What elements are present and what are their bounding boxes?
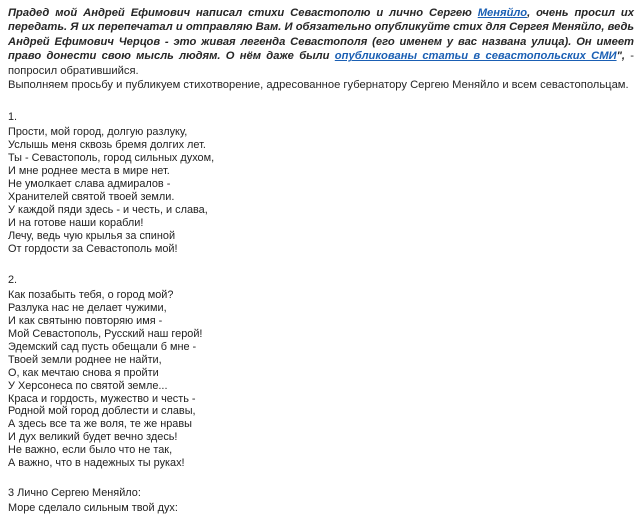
poem-line: У каждой пяди здесь - и честь, и слава, bbox=[8, 203, 208, 216]
article-body bbox=[8, 6, 634, 515]
poem-line: Краса и гордость, мужество и честь - bbox=[8, 392, 196, 405]
poem-line: Как позабыть тебя, о город мой? bbox=[8, 289, 174, 302]
poem-line: Мой Севастополь, Русский наш герой! bbox=[8, 328, 203, 341]
poem-line: А важно, что в надежных ты руках! bbox=[8, 457, 185, 470]
poem-line: Разлука нас не делает чужими, bbox=[8, 302, 167, 315]
poem-number: 2. bbox=[8, 274, 18, 287]
poem-2 bbox=[8, 274, 634, 470]
poem-line: Ты - Севастополь, город сильных духом, bbox=[8, 152, 215, 165]
intro-text-1: Прадед мой Андрей Ефимович написал стихи Севастополю и лично Сергею bbox=[8, 7, 478, 19]
poem-line: От гордости за Севастополь мой! bbox=[8, 242, 178, 255]
poem-line: Не важно, если было что не так, bbox=[8, 444, 173, 457]
poem-number: 1. bbox=[8, 111, 18, 124]
poem-line: Не умолкает слава адмиралов - bbox=[8, 177, 171, 190]
poem-line: Хранителей святой твоей земли. bbox=[8, 190, 175, 203]
poem-line: А здесь все та же воля, те же нравы bbox=[8, 418, 192, 431]
intro-text-3: ", bbox=[616, 50, 625, 63]
poem-line: Твоей земли роднее не найти, bbox=[8, 353, 162, 366]
poem-3 bbox=[8, 487, 634, 515]
poem-line: И мне роднее места в мире нет. bbox=[8, 165, 170, 178]
poem-line: И как святыню повторяю имя - bbox=[8, 315, 163, 328]
poem-heading: 3 Лично Сергею Меняйло: bbox=[8, 487, 141, 499]
poem-line: Лечу, ведь чую крылья за спиной bbox=[8, 229, 176, 242]
link-publications[interactable]: опубликованы статьи в севастопольских СМИ bbox=[334, 50, 617, 63]
poem-line: Прости, мой город, долгую разлуку, bbox=[8, 126, 188, 139]
poem-line: Услышь меня сквозь бремя долгих лет. bbox=[8, 139, 206, 152]
lead-paragraph: Выполняем просьбу и публикуем стихотворение, адресованное губернатору Сергею Меняйло и всем севастопольцам. bbox=[8, 79, 629, 92]
poem-line: У Херсонеса по святой земле... bbox=[8, 379, 168, 392]
poem-line: И дух великий будет вечно здесь! bbox=[8, 431, 178, 444]
poem-line: О, как мечтаю снова я пройти bbox=[8, 366, 159, 379]
link-menyaylo[interactable]: Меняйло bbox=[477, 7, 528, 19]
intro-tail: - попросил обратившийся. bbox=[8, 50, 635, 77]
intro-paragraph bbox=[8, 6, 634, 78]
poem-line: Родной мой город доблести и славы, bbox=[8, 405, 196, 418]
poem-line: Эдемский сад пусть обещали б мне - bbox=[8, 340, 197, 353]
poem-line: И на готове наши корабли! bbox=[8, 216, 144, 229]
poem-1 bbox=[8, 111, 634, 255]
poem-line: Море сделало сильным твой дух: bbox=[8, 501, 178, 514]
intro-text-2: , очень просил их передать. Я их перепечатал и отправляю Вам. И обязательно опубликуйте стих для Сергея Меняйло, ведь Андрей Ефимович Черцов - это живая легенда Севастополя (его именем у вас названа улица). Он имеет право донести свою мысль людям. О нём даже были bbox=[8, 7, 634, 63]
